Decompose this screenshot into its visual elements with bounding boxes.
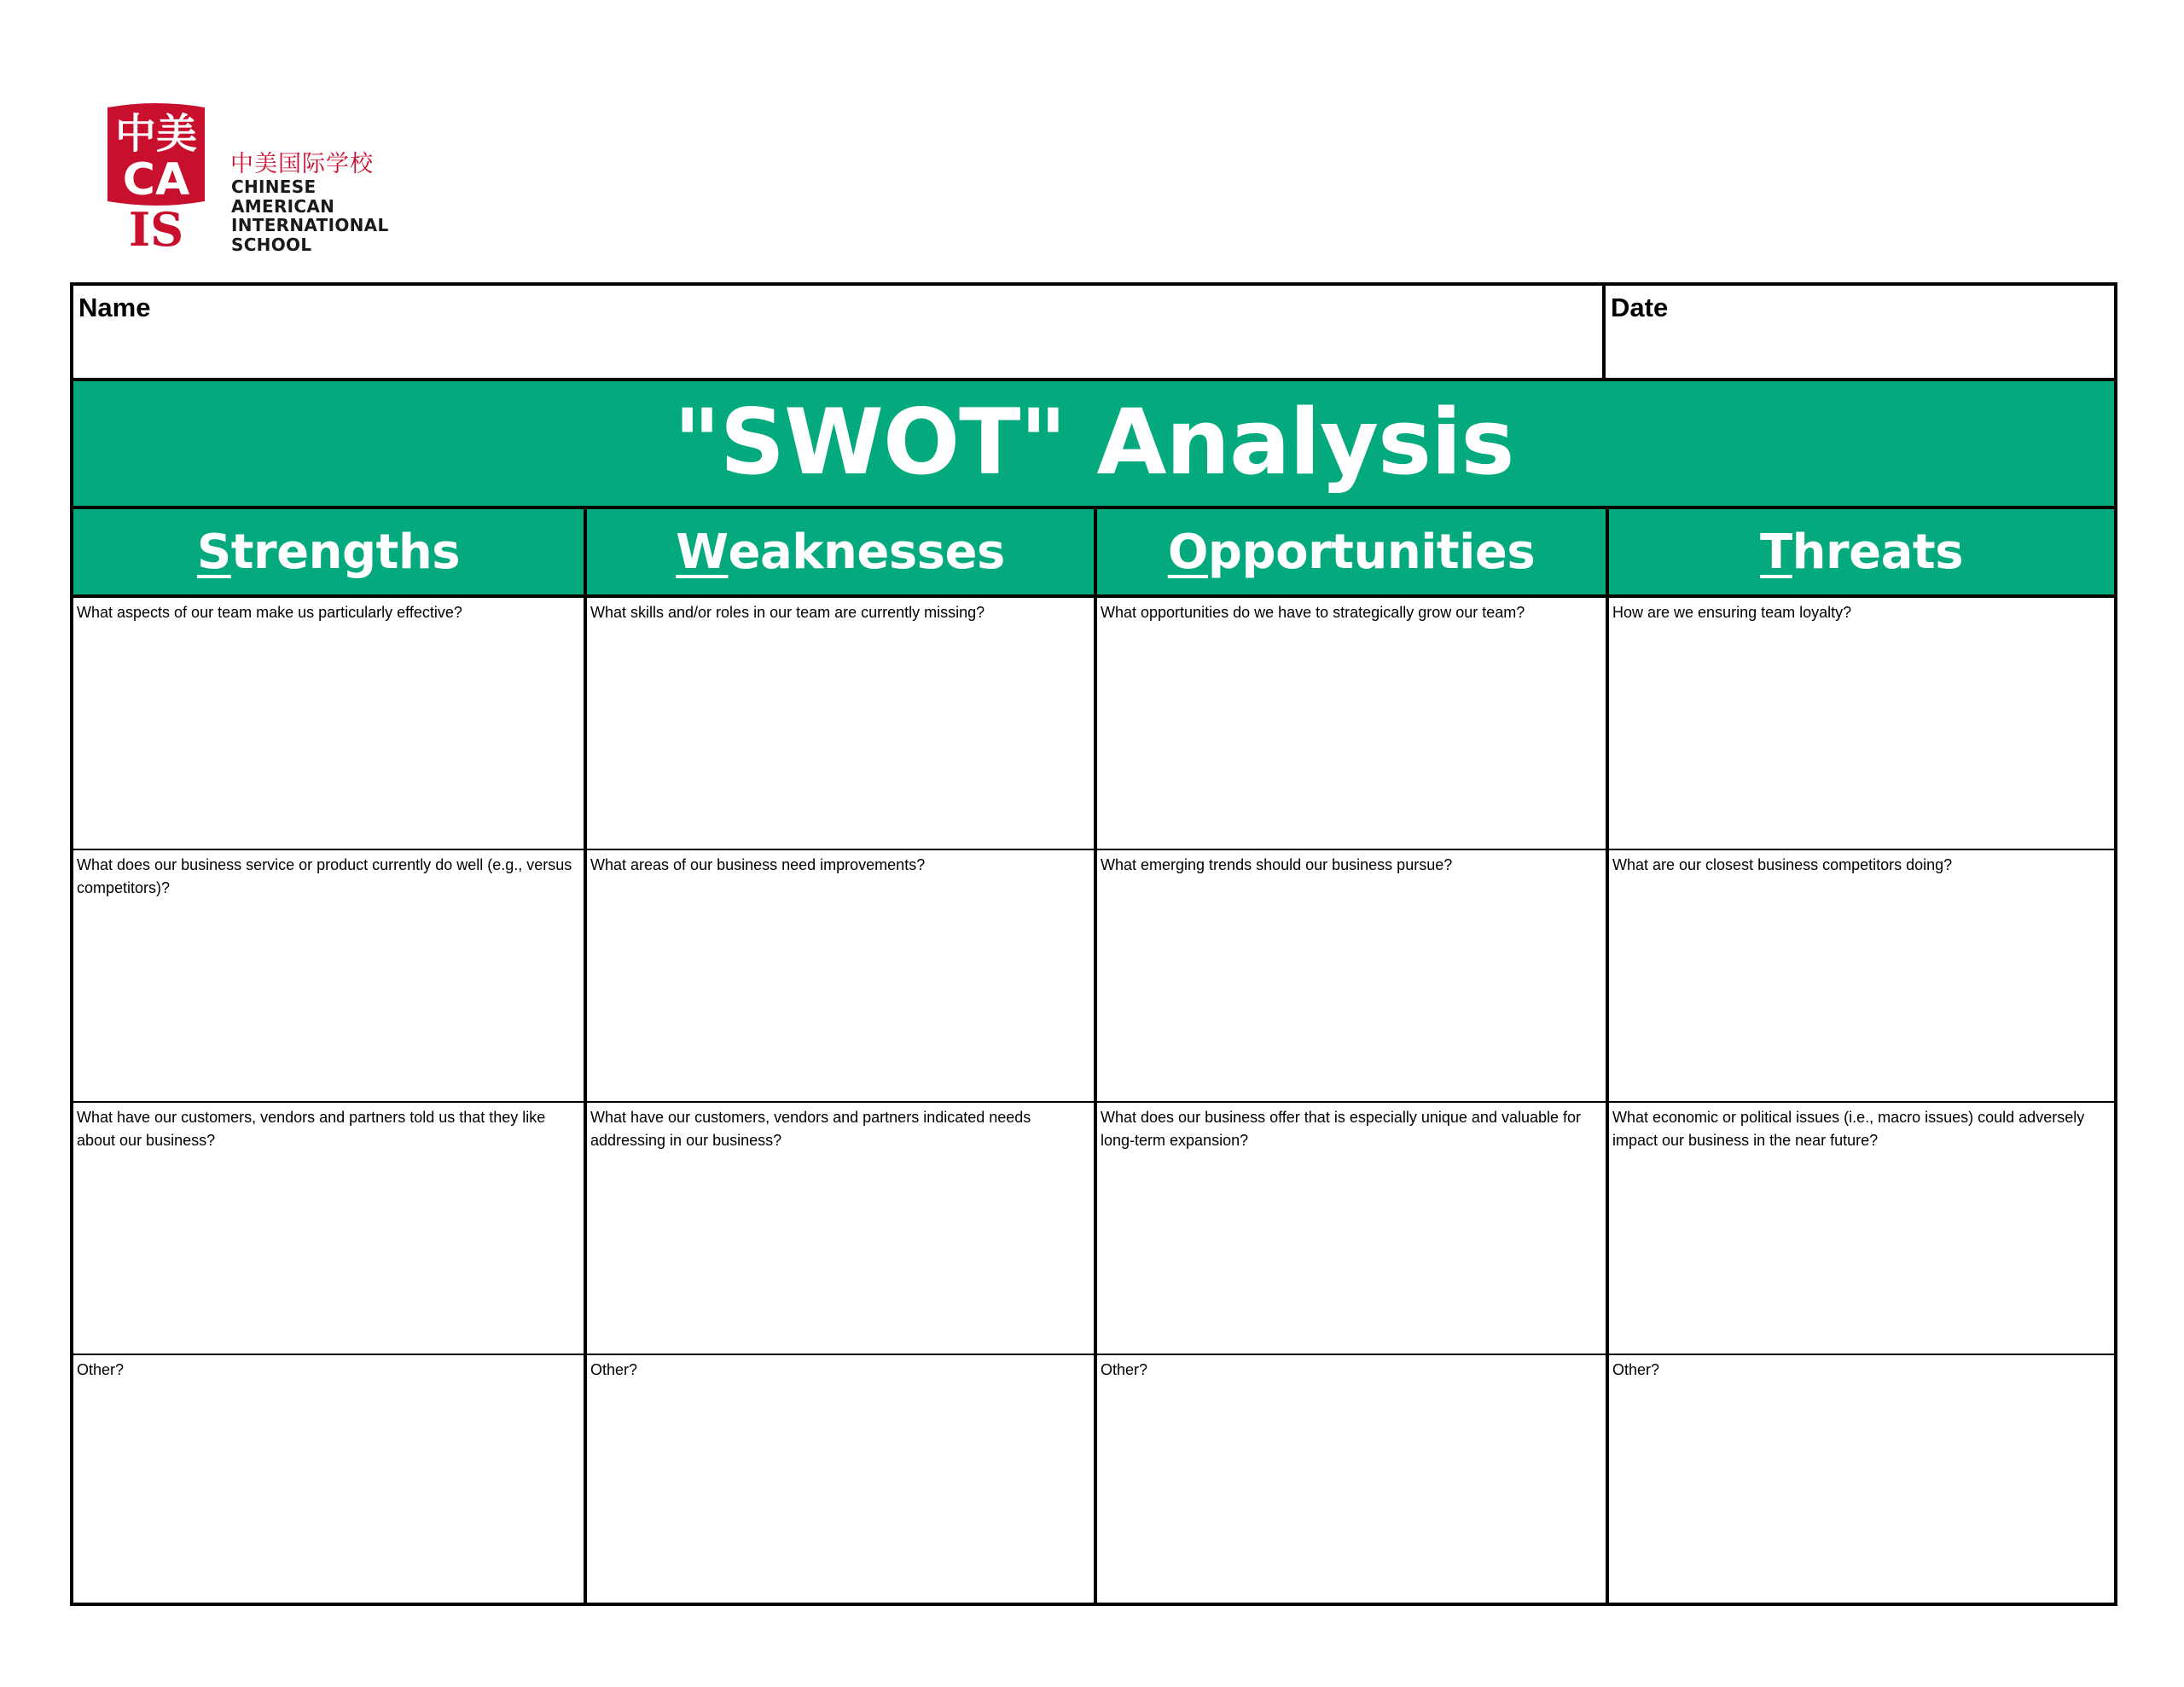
prompt-text: What areas of our business need improvements?	[590, 856, 926, 873]
column-header-strengths	[73, 509, 584, 594]
column-header-rest: eaknesses	[728, 524, 1005, 580]
page-title: "SWOT" Analysis	[673, 389, 1514, 495]
threats-cell-1[interactable]	[1609, 598, 2114, 849]
opportunities-cell-3[interactable]	[1097, 1103, 1606, 1354]
threats-cell-3[interactable]	[1609, 1103, 2114, 1354]
prompt-text: What economic or political issues (i.e., macro issues) could adversely impact our business in the near future?	[1612, 1109, 2085, 1149]
weaknesses-cell-2[interactable]	[587, 850, 1094, 1101]
strengths-cell-4[interactable]	[73, 1355, 584, 1603]
swot-worksheet	[70, 282, 2117, 1606]
logo-mark-bottom: IS	[128, 202, 184, 250]
prompt-text: What skills and/or roles in our team are currently missing?	[590, 604, 985, 621]
column-divider	[584, 509, 587, 1603]
weaknesses-cell-1[interactable]	[587, 598, 1094, 849]
prompt-text: What are our closest business competitors doing?	[1612, 856, 1953, 873]
logo-line: AMERICAN	[231, 195, 335, 217]
logo-chinese-name: 中美国际学校	[230, 151, 374, 177]
weaknesses-cell-3[interactable]	[587, 1103, 1094, 1354]
prompt-text: Other?	[77, 1361, 125, 1378]
column-divider	[1094, 509, 1097, 1603]
logo-mark-middle: CA	[122, 154, 190, 206]
strengths-cell-3[interactable]	[73, 1103, 584, 1354]
column-header-weaknesses	[587, 509, 1094, 594]
prompt-text: What have our customers, vendors and partners told us that they like about our business?	[77, 1109, 546, 1149]
column-header-initial: S	[196, 524, 231, 580]
prompt-text: What have our customers, vendors and partners indicated needs addressing in our business?	[590, 1109, 1031, 1149]
logo-english-name	[231, 177, 389, 254]
logo-line: CHINESE	[231, 177, 317, 197]
name-field[interactable]	[73, 286, 1606, 378]
header-row	[73, 286, 2114, 381]
school-logo	[101, 101, 425, 255]
prompt-text: What emerging trends should our business pursue?	[1101, 856, 1453, 873]
column-header-initial: T	[1759, 524, 1792, 580]
column-header-rest: hreats	[1792, 524, 1964, 580]
logo-line: SCHOOL	[231, 234, 312, 255]
name-label: Name	[78, 293, 151, 322]
date-label: Date	[1611, 293, 1669, 322]
prompt-text: What opportunities do we have to strategically grow our team?	[1101, 604, 1525, 621]
threats-cell-2[interactable]	[1609, 850, 2114, 1101]
prompt-text: What does our business service or product currently do well (e.g., versus competitors)?	[77, 856, 572, 896]
prompt-text: Other?	[590, 1361, 638, 1378]
column-header-initial: W	[676, 524, 729, 580]
opportunities-cell-4[interactable]	[1097, 1355, 1606, 1603]
threats-cell-4[interactable]	[1609, 1355, 2114, 1603]
opportunities-cell-2[interactable]	[1097, 850, 1606, 1101]
prompt-text: How are we ensuring team loyalty?	[1612, 604, 1852, 621]
prompt-text: What aspects of our team make us particularly effective?	[77, 604, 462, 621]
prompt-text: What does our business offer that is especially unique and valuable for long-term expansion?	[1101, 1109, 1582, 1149]
column-header-initial: O	[1167, 524, 1208, 580]
column-header-rest: trengths	[230, 524, 461, 580]
prompt-text: Other?	[1101, 1361, 1148, 1378]
logo-line: INTERNATIONAL	[231, 215, 389, 235]
title-band	[73, 381, 2114, 509]
logo-mark-top: 中美	[114, 110, 198, 158]
column-header-opportunities	[1097, 509, 1606, 594]
weaknesses-cell-4[interactable]	[587, 1355, 1094, 1603]
strengths-cell-1[interactable]	[73, 598, 584, 849]
opportunities-cell-1[interactable]	[1097, 598, 1606, 849]
date-field[interactable]	[1606, 286, 2114, 378]
column-header-threats	[1609, 509, 2114, 594]
column-divider	[1606, 509, 1609, 1603]
column-header-rest: pportunities	[1207, 524, 1536, 580]
strengths-cell-2[interactable]	[73, 850, 584, 1101]
prompt-text: Other?	[1612, 1361, 1660, 1378]
school-crest-icon	[101, 101, 212, 250]
